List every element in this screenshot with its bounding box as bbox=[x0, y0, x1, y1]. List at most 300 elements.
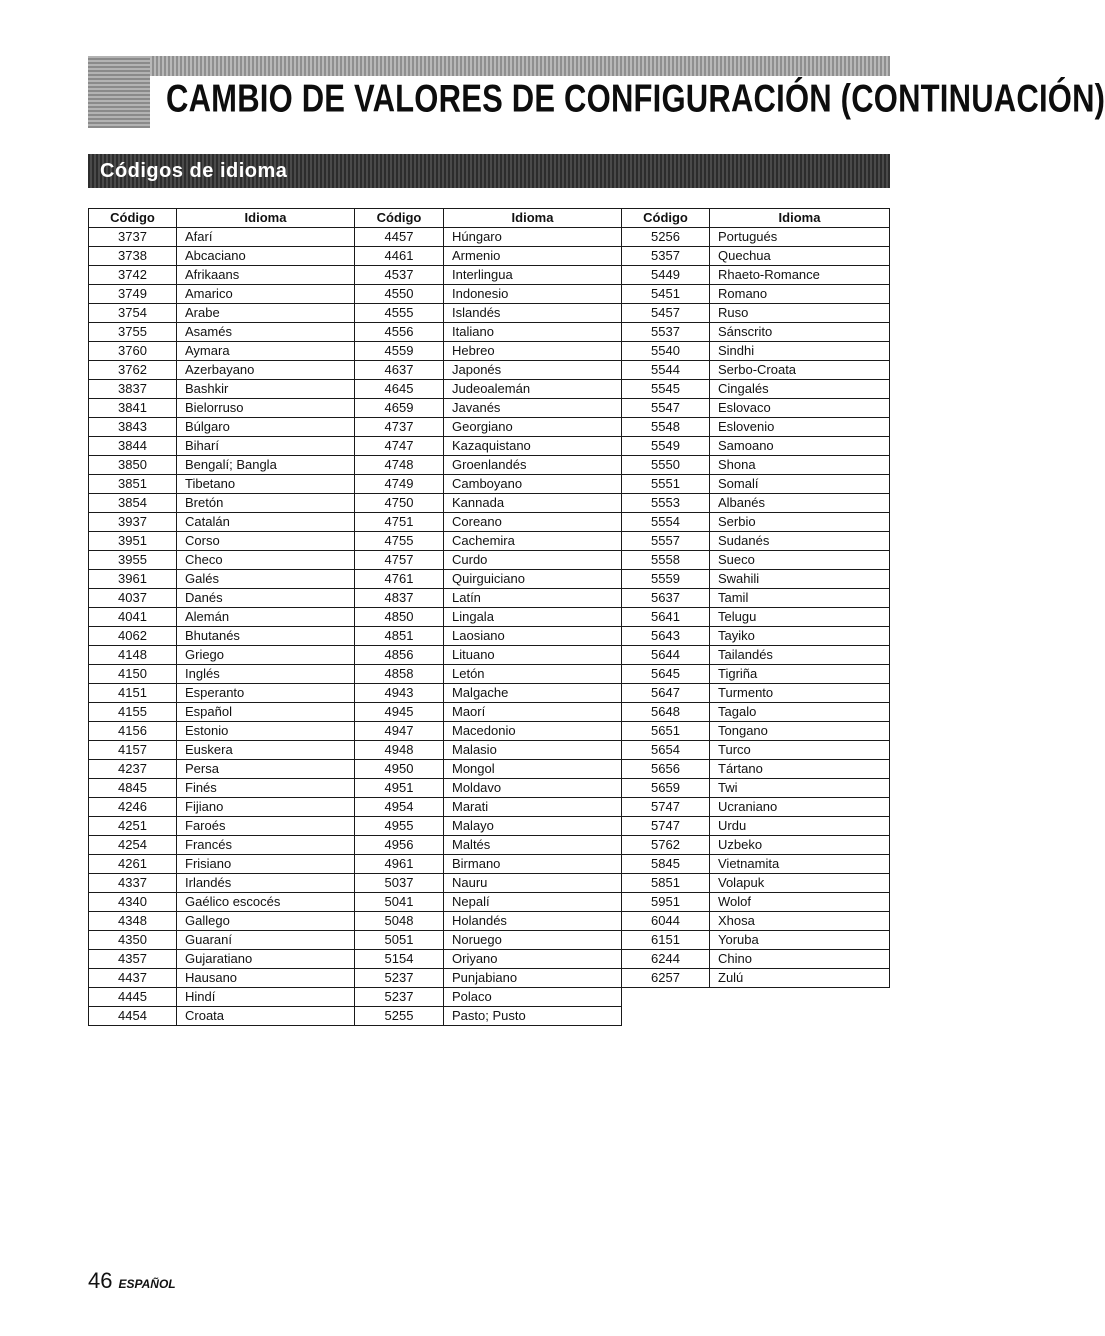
language-code-cell: 5747 bbox=[622, 798, 710, 817]
language-name-cell: Noruego bbox=[444, 931, 622, 950]
language-name-cell: Twi bbox=[710, 779, 890, 798]
language-name-cell: Afarí bbox=[177, 228, 355, 247]
language-name-cell: Pasto; Pusto bbox=[444, 1007, 622, 1026]
language-name-cell: Bretón bbox=[177, 494, 355, 513]
language-code-cell: 5647 bbox=[622, 684, 710, 703]
language-name-cell: Interlingua bbox=[444, 266, 622, 285]
table-row bbox=[89, 665, 890, 684]
language-code-cell: 4950 bbox=[355, 760, 444, 779]
language-code-cell: 5549 bbox=[622, 437, 710, 456]
language-name-cell: Español bbox=[177, 703, 355, 722]
language-code-cell: 6044 bbox=[622, 912, 710, 931]
language-name-cell: Turco bbox=[710, 741, 890, 760]
language-code-cell: 5357 bbox=[622, 247, 710, 266]
language-name-cell: Sueco bbox=[710, 551, 890, 570]
language-code-cell: 4041 bbox=[89, 608, 177, 627]
language-name-cell: Groenlandés bbox=[444, 456, 622, 475]
language-code-cell: 3961 bbox=[89, 570, 177, 589]
language-name-cell: Serbo-Croata bbox=[710, 361, 890, 380]
language-name-cell: Kannada bbox=[444, 494, 622, 513]
language-name-cell: Galés bbox=[177, 570, 355, 589]
language-name-cell: Tigriña bbox=[710, 665, 890, 684]
language-name-cell: Albanés bbox=[710, 494, 890, 513]
table-row bbox=[89, 418, 890, 437]
language-code-cell: 4850 bbox=[355, 608, 444, 627]
language-name-cell: Croata bbox=[177, 1007, 355, 1026]
language-code-cell: 4955 bbox=[355, 817, 444, 836]
table-row bbox=[89, 627, 890, 646]
table-row bbox=[89, 570, 890, 589]
language-code-cell: 4954 bbox=[355, 798, 444, 817]
language-code-cell: 3760 bbox=[89, 342, 177, 361]
language-code-cell: 4956 bbox=[355, 836, 444, 855]
language-name-cell: Sánscrito bbox=[710, 323, 890, 342]
language-name-cell: Ucraniano bbox=[710, 798, 890, 817]
page-title: CAMBIO DE VALORES DE CONFIGURACIÓN (CONTINUACIÓN) bbox=[166, 76, 1105, 121]
language-name-cell: Hebreo bbox=[444, 342, 622, 361]
language-code-cell: 5548 bbox=[622, 418, 710, 437]
language-name-cell: Cingalés bbox=[710, 380, 890, 399]
language-code-cell: 5457 bbox=[622, 304, 710, 323]
language-code-cell: 5643 bbox=[622, 627, 710, 646]
language-code-cell: 5537 bbox=[622, 323, 710, 342]
language-code-cell: 4951 bbox=[355, 779, 444, 798]
language-code-cell: 4748 bbox=[355, 456, 444, 475]
language-code-cell: 6151 bbox=[622, 931, 710, 950]
language-name-cell: Persa bbox=[177, 760, 355, 779]
language-name-cell: Hausano bbox=[177, 969, 355, 988]
language-name-cell: Estonio bbox=[177, 722, 355, 741]
language-name-cell: Georgiano bbox=[444, 418, 622, 437]
language-code-cell: 5255 bbox=[355, 1007, 444, 1026]
language-name-cell: Nauru bbox=[444, 874, 622, 893]
language-name-cell: Francés bbox=[177, 836, 355, 855]
language-name-cell: Corso bbox=[177, 532, 355, 551]
language-name-cell: Serbio bbox=[710, 513, 890, 532]
language-code-cell: 5237 bbox=[355, 969, 444, 988]
language-name-cell: Indonesio bbox=[444, 285, 622, 304]
table-row bbox=[89, 513, 890, 532]
language-name-cell: Italiano bbox=[444, 323, 622, 342]
table-row bbox=[89, 722, 890, 741]
language-name-cell: Eslovenio bbox=[710, 418, 890, 437]
language-name-cell: Turmento bbox=[710, 684, 890, 703]
language-name-cell: Letón bbox=[444, 665, 622, 684]
language-name-cell: Asamés bbox=[177, 323, 355, 342]
language-code-cell: 4637 bbox=[355, 361, 444, 380]
language-code-cell: 4856 bbox=[355, 646, 444, 665]
table-row bbox=[89, 969, 890, 988]
language-name-cell: Moldavo bbox=[444, 779, 622, 798]
language-code-cell: 4261 bbox=[89, 855, 177, 874]
language-code-cell: 4559 bbox=[355, 342, 444, 361]
header-code: Código bbox=[355, 209, 444, 228]
language-code-cell: 4251 bbox=[89, 817, 177, 836]
language-code-cell: 4749 bbox=[355, 475, 444, 494]
language-code-cell: 5041 bbox=[355, 893, 444, 912]
language-code-cell: 5544 bbox=[622, 361, 710, 380]
language-code-cell: 5659 bbox=[622, 779, 710, 798]
language-name-cell: Yoruba bbox=[710, 931, 890, 950]
language-name-cell: Macedonio bbox=[444, 722, 622, 741]
language-code-cell: 4037 bbox=[89, 589, 177, 608]
table-header-row bbox=[89, 209, 890, 228]
table-row bbox=[89, 1007, 890, 1026]
language-name-cell: Lingala bbox=[444, 608, 622, 627]
language-code-cell: 4237 bbox=[89, 760, 177, 779]
language-code-cell: 4348 bbox=[89, 912, 177, 931]
language-code-cell: 4845 bbox=[89, 779, 177, 798]
language-name-cell: Curdo bbox=[444, 551, 622, 570]
language-name-cell: Tamil bbox=[710, 589, 890, 608]
language-name-cell: Guaraní bbox=[177, 931, 355, 950]
language-code-cell: 5547 bbox=[622, 399, 710, 418]
table-row bbox=[89, 931, 890, 950]
language-name-cell: Mongol bbox=[444, 760, 622, 779]
empty-cell bbox=[622, 988, 710, 1007]
table-row bbox=[89, 741, 890, 760]
language-name-cell: Javanés bbox=[444, 399, 622, 418]
language-code-cell: 5557 bbox=[622, 532, 710, 551]
table-body bbox=[89, 228, 890, 1026]
language-code-cell: 4645 bbox=[355, 380, 444, 399]
language-code-cell: 3837 bbox=[89, 380, 177, 399]
language-name-cell: Búlgaro bbox=[177, 418, 355, 437]
language-code-cell: 5540 bbox=[622, 342, 710, 361]
language-name-cell: Tailandés bbox=[710, 646, 890, 665]
table-row bbox=[89, 608, 890, 627]
table-row bbox=[89, 399, 890, 418]
language-code-cell: 4457 bbox=[355, 228, 444, 247]
language-code-cell: 3844 bbox=[89, 437, 177, 456]
language-name-cell: Rhaeto-Romance bbox=[710, 266, 890, 285]
language-code-cell: 3755 bbox=[89, 323, 177, 342]
language-code-cell: 4755 bbox=[355, 532, 444, 551]
language-code-cell: 6257 bbox=[622, 969, 710, 988]
language-code-cell: 4445 bbox=[89, 988, 177, 1007]
language-code-cell: 4747 bbox=[355, 437, 444, 456]
language-code-cell: 4659 bbox=[355, 399, 444, 418]
language-name-cell: Camboyano bbox=[444, 475, 622, 494]
language-code-cell: 5641 bbox=[622, 608, 710, 627]
language-code-cell: 5851 bbox=[622, 874, 710, 893]
language-code-cell: 4943 bbox=[355, 684, 444, 703]
language-code-cell: 4437 bbox=[89, 969, 177, 988]
language-code-cell: 4357 bbox=[89, 950, 177, 969]
language-code-cell: 5951 bbox=[622, 893, 710, 912]
language-name-cell: Abcaciano bbox=[177, 247, 355, 266]
language-name-cell: Hindí bbox=[177, 988, 355, 1007]
table-row bbox=[89, 285, 890, 304]
language-name-cell: Checo bbox=[177, 551, 355, 570]
language-name-cell: Japonés bbox=[444, 361, 622, 380]
language-code-cell: 4737 bbox=[355, 418, 444, 437]
table-row bbox=[89, 323, 890, 342]
language-name-cell: Malgache bbox=[444, 684, 622, 703]
language-code-cell: 3737 bbox=[89, 228, 177, 247]
language-name-cell: Quechua bbox=[710, 247, 890, 266]
language-code-cell: 4750 bbox=[355, 494, 444, 513]
language-code-cell: 5037 bbox=[355, 874, 444, 893]
language-code-cell: 4757 bbox=[355, 551, 444, 570]
language-code-cell: 4858 bbox=[355, 665, 444, 684]
page-footer bbox=[88, 1268, 176, 1294]
language-name-cell: Wolof bbox=[710, 893, 890, 912]
language-name-cell: Sudanés bbox=[710, 532, 890, 551]
table-row bbox=[89, 551, 890, 570]
language-name-cell: Biharí bbox=[177, 437, 355, 456]
table-row bbox=[89, 456, 890, 475]
language-name-cell: Esperanto bbox=[177, 684, 355, 703]
language-name-cell: Samoano bbox=[710, 437, 890, 456]
page-number: 46 bbox=[88, 1268, 113, 1293]
language-name-cell: Tayiko bbox=[710, 627, 890, 646]
language-name-cell: Sindhi bbox=[710, 342, 890, 361]
table-row bbox=[89, 437, 890, 456]
language-name-cell: Nepalí bbox=[444, 893, 622, 912]
language-code-cell: 3754 bbox=[89, 304, 177, 323]
language-name-cell: Portugués bbox=[710, 228, 890, 247]
table-row bbox=[89, 646, 890, 665]
language-code-cell: 4350 bbox=[89, 931, 177, 950]
language-name-cell: Irlandés bbox=[177, 874, 355, 893]
language-name-cell: Tártano bbox=[710, 760, 890, 779]
language-code-cell: 4556 bbox=[355, 323, 444, 342]
language-name-cell: Aymara bbox=[177, 342, 355, 361]
section-header-bar bbox=[88, 154, 890, 188]
language-name-cell: Eslovaco bbox=[710, 399, 890, 418]
language-code-cell: 5451 bbox=[622, 285, 710, 304]
language-name-cell: Bielorruso bbox=[177, 399, 355, 418]
language-code-cell: 4337 bbox=[89, 874, 177, 893]
language-name-cell: Kazaquistano bbox=[444, 437, 622, 456]
title-band bbox=[88, 56, 1105, 128]
language-name-cell: Coreano bbox=[444, 513, 622, 532]
language-code-cell: 4837 bbox=[355, 589, 444, 608]
language-codes-table bbox=[88, 208, 890, 1026]
table-row bbox=[89, 874, 890, 893]
language-code-cell: 4150 bbox=[89, 665, 177, 684]
language-code-cell: 3843 bbox=[89, 418, 177, 437]
language-name-cell: Bashkir bbox=[177, 380, 355, 399]
language-code-cell: 4151 bbox=[89, 684, 177, 703]
language-name-cell: Afrikaans bbox=[177, 266, 355, 285]
language-name-cell: Volapuk bbox=[710, 874, 890, 893]
language-name-cell: Urdu bbox=[710, 817, 890, 836]
language-code-cell: 5558 bbox=[622, 551, 710, 570]
table-row bbox=[89, 855, 890, 874]
language-code-cell: 4751 bbox=[355, 513, 444, 532]
language-name-cell: Malayo bbox=[444, 817, 622, 836]
table-row bbox=[89, 684, 890, 703]
language-name-cell: Quirguiciano bbox=[444, 570, 622, 589]
language-name-cell: Uzbeko bbox=[710, 836, 890, 855]
language-code-cell: 4148 bbox=[89, 646, 177, 665]
table-row bbox=[89, 760, 890, 779]
language-name-cell: Lituano bbox=[444, 646, 622, 665]
language-code-cell: 5651 bbox=[622, 722, 710, 741]
language-code-cell: 4157 bbox=[89, 741, 177, 760]
language-code-cell: 4254 bbox=[89, 836, 177, 855]
language-code-cell: 5256 bbox=[622, 228, 710, 247]
table-row bbox=[89, 798, 890, 817]
language-name-cell: Islandés bbox=[444, 304, 622, 323]
header-language: Idioma bbox=[710, 209, 890, 228]
language-name-cell: Inglés bbox=[177, 665, 355, 684]
language-code-cell: 3854 bbox=[89, 494, 177, 513]
language-code-cell: 3951 bbox=[89, 532, 177, 551]
language-code-cell: 5554 bbox=[622, 513, 710, 532]
table-row bbox=[89, 912, 890, 931]
language-code-cell: 4340 bbox=[89, 893, 177, 912]
language-code-cell: 4945 bbox=[355, 703, 444, 722]
language-name-cell: Faroés bbox=[177, 817, 355, 836]
language-name-cell: Malasio bbox=[444, 741, 622, 760]
language-code-cell: 5747 bbox=[622, 817, 710, 836]
language-name-cell: Laosiano bbox=[444, 627, 622, 646]
language-code-cell: 3841 bbox=[89, 399, 177, 418]
table-row bbox=[89, 950, 890, 969]
language-name-cell: Amarico bbox=[177, 285, 355, 304]
language-code-cell: 5656 bbox=[622, 760, 710, 779]
language-code-cell: 4948 bbox=[355, 741, 444, 760]
language-name-cell: Cachemira bbox=[444, 532, 622, 551]
language-name-cell: Armenio bbox=[444, 247, 622, 266]
table-row bbox=[89, 988, 890, 1007]
language-code-cell: 4461 bbox=[355, 247, 444, 266]
empty-cell bbox=[710, 988, 890, 1007]
language-code-cell: 5545 bbox=[622, 380, 710, 399]
language-code-cell: 5762 bbox=[622, 836, 710, 855]
language-name-cell: Ruso bbox=[710, 304, 890, 323]
language-code-cell: 4550 bbox=[355, 285, 444, 304]
language-code-cell: 3851 bbox=[89, 475, 177, 494]
language-code-cell: 5553 bbox=[622, 494, 710, 513]
header-code: Código bbox=[622, 209, 710, 228]
language-code-cell: 4156 bbox=[89, 722, 177, 741]
language-name-cell: Alemán bbox=[177, 608, 355, 627]
language-name-cell: Finés bbox=[177, 779, 355, 798]
table-row bbox=[89, 266, 890, 285]
page-language-label: ESPAÑOL bbox=[118, 1277, 176, 1291]
language-code-cell: 4454 bbox=[89, 1007, 177, 1026]
language-name-cell: Polaco bbox=[444, 988, 622, 1007]
language-code-cell: 3937 bbox=[89, 513, 177, 532]
language-code-cell: 3850 bbox=[89, 456, 177, 475]
language-name-cell: Gallego bbox=[177, 912, 355, 931]
language-name-cell: Telugu bbox=[710, 608, 890, 627]
table-row bbox=[89, 380, 890, 399]
language-name-cell: Latín bbox=[444, 589, 622, 608]
language-code-cell: 5648 bbox=[622, 703, 710, 722]
language-code-cell: 5051 bbox=[355, 931, 444, 950]
language-name-cell: Húngaro bbox=[444, 228, 622, 247]
language-name-cell: Azerbayano bbox=[177, 361, 355, 380]
language-code-cell: 6244 bbox=[622, 950, 710, 969]
section-title: Códigos de idioma bbox=[100, 160, 288, 182]
language-name-cell: Somalí bbox=[710, 475, 890, 494]
language-code-cell: 4761 bbox=[355, 570, 444, 589]
table-row bbox=[89, 532, 890, 551]
language-code-cell: 5048 bbox=[355, 912, 444, 931]
language-name-cell: Gujaratiano bbox=[177, 950, 355, 969]
language-code-cell: 5559 bbox=[622, 570, 710, 589]
header-language: Idioma bbox=[444, 209, 622, 228]
language-code-cell: 3738 bbox=[89, 247, 177, 266]
language-code-cell: 5654 bbox=[622, 741, 710, 760]
table-row bbox=[89, 247, 890, 266]
title-decor-block bbox=[88, 56, 150, 128]
language-code-cell: 5551 bbox=[622, 475, 710, 494]
language-name-cell: Tongano bbox=[710, 722, 890, 741]
table-row bbox=[89, 779, 890, 798]
empty-cell bbox=[622, 1007, 710, 1026]
table-row bbox=[89, 703, 890, 722]
language-code-cell: 5550 bbox=[622, 456, 710, 475]
language-code-cell: 3762 bbox=[89, 361, 177, 380]
language-code-cell: 4155 bbox=[89, 703, 177, 722]
table-row bbox=[89, 494, 890, 513]
table-row bbox=[89, 893, 890, 912]
language-name-cell: Griego bbox=[177, 646, 355, 665]
language-code-cell: 5237 bbox=[355, 988, 444, 1007]
table-row bbox=[89, 361, 890, 380]
language-code-cell: 5449 bbox=[622, 266, 710, 285]
language-name-cell: Romano bbox=[710, 285, 890, 304]
language-code-cell: 4851 bbox=[355, 627, 444, 646]
language-name-cell: Shona bbox=[710, 456, 890, 475]
language-code-cell: 4961 bbox=[355, 855, 444, 874]
language-name-cell: Marati bbox=[444, 798, 622, 817]
language-name-cell: Judeoalemán bbox=[444, 380, 622, 399]
language-code-cell: 5154 bbox=[355, 950, 444, 969]
table-row bbox=[89, 817, 890, 836]
language-code-cell: 3955 bbox=[89, 551, 177, 570]
language-code-cell: 5637 bbox=[622, 589, 710, 608]
language-name-cell: Xhosa bbox=[710, 912, 890, 931]
language-name-cell: Chino bbox=[710, 950, 890, 969]
language-name-cell: Euskera bbox=[177, 741, 355, 760]
language-code-cell: 4947 bbox=[355, 722, 444, 741]
table-row bbox=[89, 304, 890, 323]
language-name-cell: Tagalo bbox=[710, 703, 890, 722]
language-name-cell: Bhutanés bbox=[177, 627, 355, 646]
language-name-cell: Punjabiano bbox=[444, 969, 622, 988]
language-code-cell: 4537 bbox=[355, 266, 444, 285]
language-name-cell: Zulú bbox=[710, 969, 890, 988]
table-row bbox=[89, 475, 890, 494]
empty-cell bbox=[710, 1007, 890, 1026]
table-row bbox=[89, 836, 890, 855]
language-name-cell: Catalán bbox=[177, 513, 355, 532]
header-language: Idioma bbox=[177, 209, 355, 228]
language-name-cell: Frisiano bbox=[177, 855, 355, 874]
language-name-cell: Gaélico escocés bbox=[177, 893, 355, 912]
language-name-cell: Vietnamita bbox=[710, 855, 890, 874]
language-name-cell: Tibetano bbox=[177, 475, 355, 494]
language-name-cell: Bengalí; Bangla bbox=[177, 456, 355, 475]
language-name-cell: Maorí bbox=[444, 703, 622, 722]
language-code-cell: 3749 bbox=[89, 285, 177, 304]
language-name-cell: Danés bbox=[177, 589, 355, 608]
language-code-cell: 4246 bbox=[89, 798, 177, 817]
table-row bbox=[89, 342, 890, 361]
language-name-cell: Oriyano bbox=[444, 950, 622, 969]
language-code-cell: 5644 bbox=[622, 646, 710, 665]
language-name-cell: Birmano bbox=[444, 855, 622, 874]
language-name-cell: Fijiano bbox=[177, 798, 355, 817]
language-name-cell: Arabe bbox=[177, 304, 355, 323]
